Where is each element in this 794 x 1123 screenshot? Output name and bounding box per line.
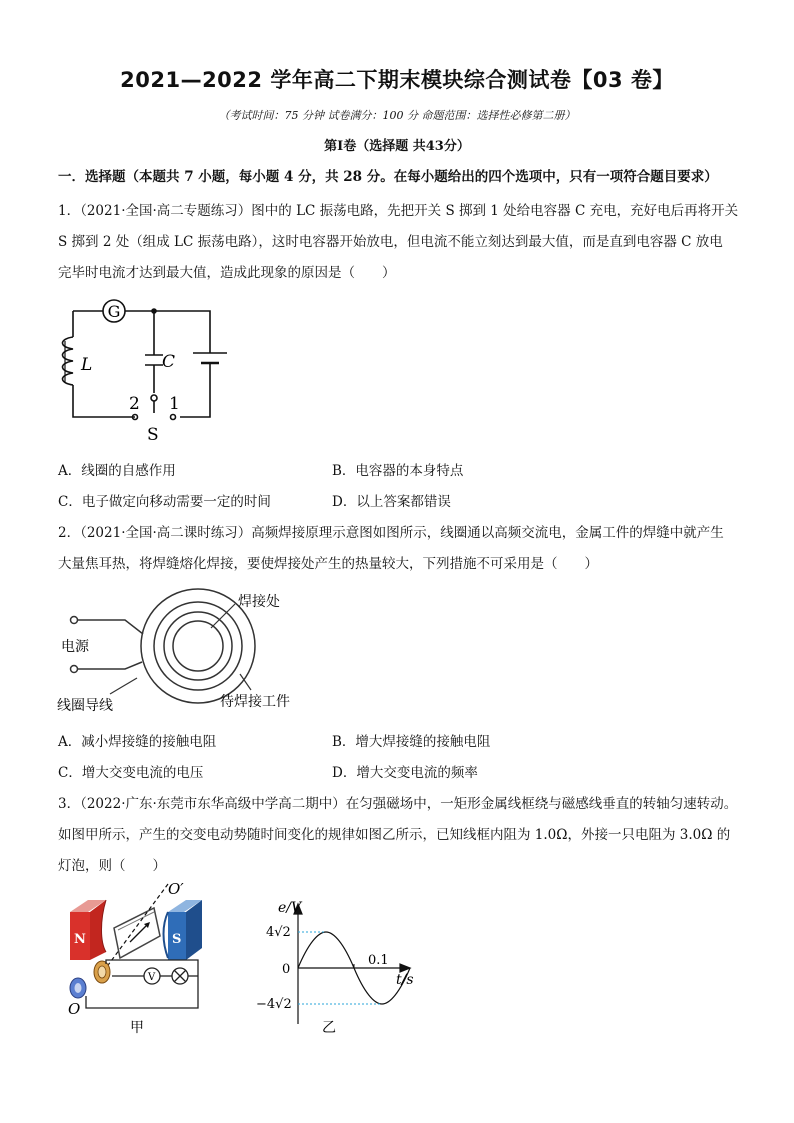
figure-yi-caption: 乙	[322, 1020, 336, 1036]
workpiece-label: 待焊接工件	[220, 694, 290, 710]
page-title: 2021—2022 学年高二下期末模块综合测试卷【03 卷】	[120, 68, 674, 92]
q3-line-1: 3．（2022·广东·东莞市东华高级中学高二期中）在匀强磁场中，一矩形金属线框绕与磁感线垂直的转轴匀速转动。	[58, 796, 738, 812]
q1-line-3: 完毕时电流才达到最大值，造成此现象的原因是（ ）	[58, 265, 396, 281]
q3-line-3: 灯泡，则（ ）	[58, 858, 166, 874]
q2-line-2: 大量焦耳热，将焊缝熔化焊接，要使焊接处产生的热量较大，下列措施不可采用是（ ）	[58, 556, 598, 572]
q2-option-d[interactable]: D．增大交变电流的频率	[332, 765, 478, 781]
axis-top-label: O′	[168, 880, 184, 898]
south-pole-label: S	[172, 932, 182, 947]
x-axis-label: t/s	[396, 972, 414, 988]
part-heading: 一．选择题（本题共 7 小题，每小题 4 分，共 28 分。在每小题给出的四个选项中，只有一项符合题目要求）	[58, 169, 718, 185]
switch-pos-1-label: 1	[169, 394, 180, 414]
capacitor-label: C	[162, 352, 176, 372]
switch-pos-2-label: 2	[129, 394, 140, 414]
q1-line-1: 1．（2021·全国·高二专题练习）图中的 LC 振荡电路，先把开关 S 掷到 1 处给电容器 C 充电，充好电后再将开关	[58, 203, 739, 219]
origin-label: 0	[282, 962, 291, 977]
q1-option-a[interactable]: A．线圈的自感作用	[58, 463, 176, 479]
axis-bottom-label: O	[68, 1000, 81, 1018]
welding-diagram	[55, 582, 315, 722]
north-pole-label: N	[74, 932, 86, 947]
switch-label: S	[147, 425, 159, 445]
y-axis-label: e/V	[278, 900, 302, 916]
q2-line-1: 2．（2021·全国·高二课时练习）高频焊接原理示意图如图所示，线圈通以高频交流电，金属工件的焊缝中就产生	[58, 525, 724, 541]
voltmeter-label: V	[148, 972, 156, 983]
power-label: 电源	[61, 639, 89, 655]
q2-option-c[interactable]: C．增大交变电流的电压	[58, 765, 204, 781]
q1-option-b[interactable]: B．电容器的本身特点	[332, 463, 464, 479]
q2-option-a[interactable]: A．减小焊接缝的接触电阻	[58, 734, 217, 750]
section-heading: 第Ⅰ卷（选择题 共43分）	[324, 139, 470, 154]
q2-option-b[interactable]: B．增大焊接缝的接触电阻	[332, 734, 491, 750]
q1-option-d[interactable]: D．以上答案都错误	[332, 494, 451, 510]
lc-circuit-diagram	[55, 295, 235, 445]
coil-wire-label: 线圈导线	[57, 698, 113, 714]
x-tick-label: 0.1	[368, 953, 389, 968]
figure-jia-caption: 甲	[130, 1020, 144, 1036]
galvanometer-label: G	[107, 302, 121, 321]
exam-info: （考试时间：75 分钟 试卷满分：100 分 命题范围：选择性必修第二册）	[218, 109, 576, 122]
emf-time-graph	[230, 896, 420, 1041]
weld-point-label: 焊接处	[238, 594, 280, 610]
generator-diagram	[60, 880, 220, 1040]
y-tick-positive: 4√2	[266, 925, 291, 940]
y-tick-negative: −4√2	[256, 997, 292, 1012]
q1-line-2: S 掷到 2 处（组成 LC 振荡电路），这时电容器开始放电，但电流不能立刻达到最大值，而是直到电容器 C 放电	[58, 234, 723, 250]
q3-line-2: 如图甲所示，产生的交变电动势随时间变化的规律如图乙所示，已知线框内阻为 1.0Ω，外接一只电阻为 3.0Ω 的	[58, 827, 731, 843]
q1-option-c[interactable]: C．电子做定向移动需要一定的时间	[58, 494, 271, 510]
inductor-label: L	[81, 355, 93, 375]
